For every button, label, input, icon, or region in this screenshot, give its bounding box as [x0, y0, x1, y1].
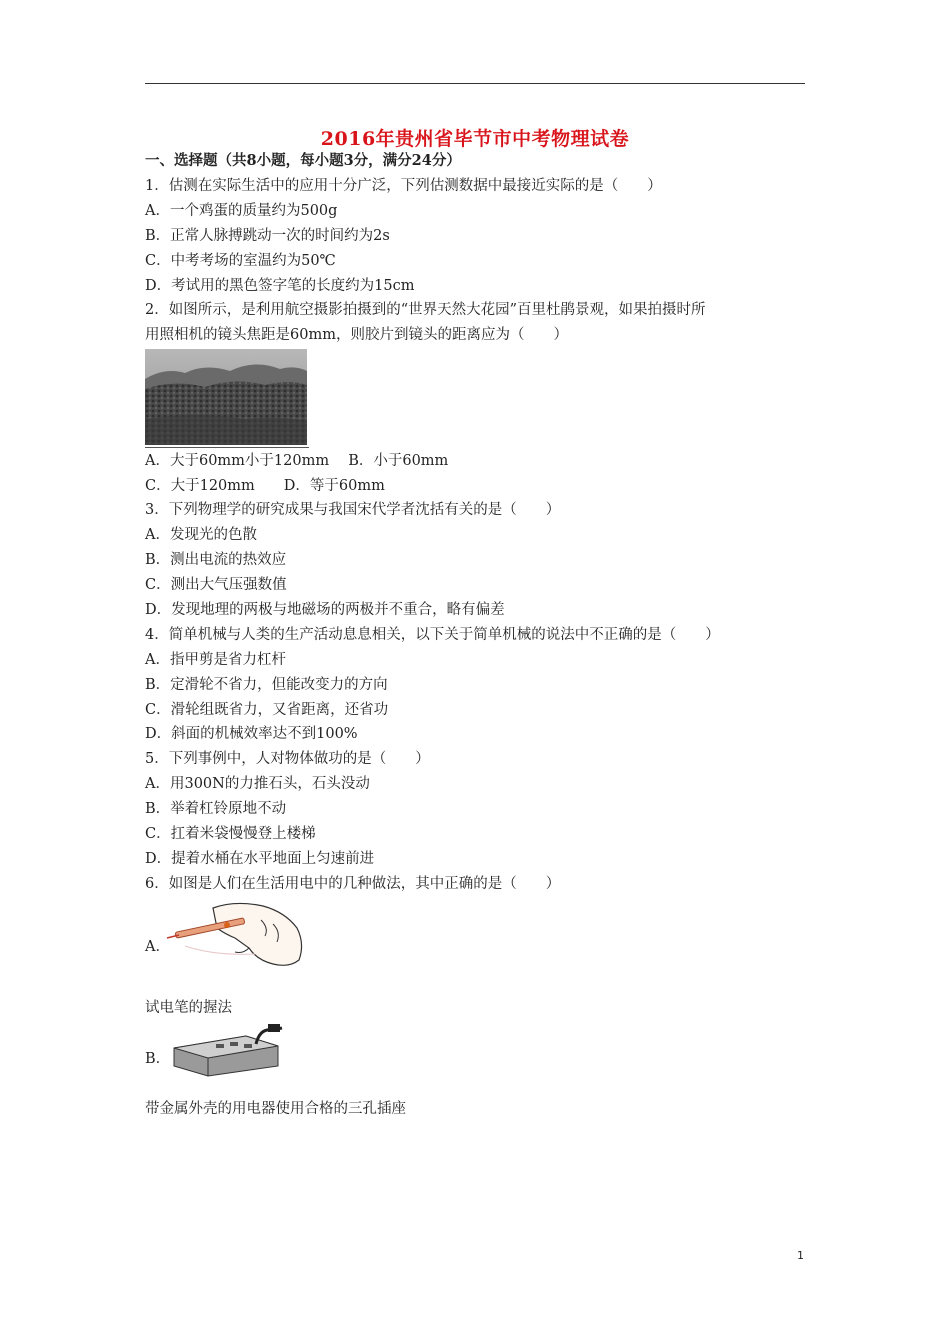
landscape-photo	[145, 349, 307, 445]
header-rule	[145, 83, 805, 84]
q2-stem-line1: 2．如图所示，是利用航空摄影拍摄到的“世界天然大花园”百里杜鹃景观，如果拍摄时所	[145, 302, 706, 318]
q2-stem-line2: 用照相机的镜头焦距是60mm，则胶片到镜头的距离应为（ ）	[145, 327, 568, 343]
photo-underline	[145, 447, 309, 448]
q5-option-d: D．提着水桶在水平地面上匀速前进	[145, 851, 375, 867]
q1-option-a: A．一个鸡蛋的质量约为500g	[145, 203, 338, 219]
q5-option-b: B．举着杠铃原地不动	[145, 801, 287, 817]
q3-option-a: A．发现光的色散	[145, 527, 257, 543]
page-number: 1	[797, 1249, 804, 1262]
q4-option-d: D．斜面的机械效率达不到100%	[145, 726, 358, 742]
q6-option-b-label: B．	[145, 1051, 171, 1067]
q1-stem: 1．估测在实际生活中的应用十分广泛，下列估测数据中最接近实际的是（ ）	[145, 178, 662, 194]
q1-option-b: B．正常人脉搏跳动一次的时间约为2s	[145, 228, 390, 244]
q3-stem: 3．下列物理学的研究成果与我国宋代学者沈括有关的是（ ）	[145, 502, 561, 518]
q1-option-c: C．中考考场的室温约为50℃	[145, 253, 336, 269]
q5-option-c: C．扛着米袋慢慢登上楼梯	[145, 826, 316, 842]
q1-option-d: D．考试用的黑色签字笔的长度约为15cm	[145, 278, 415, 294]
q4-stem: 4．简单机械与人类的生产活动息息相关，以下关于简单机械的说法中不正确的是（ ）	[145, 627, 720, 643]
q4-option-a: A．指甲剪是省力杠杆	[145, 652, 286, 668]
page-title: 2016年贵州省毕节市中考物理试卷	[320, 128, 630, 150]
q5-option-a: A．用300N的力推石头，石头没动	[145, 776, 370, 792]
q4-option-b: B．定滑轮不省力，但能改变力的方向	[145, 677, 388, 693]
q6-option-b-caption: 带金属外壳的用电器使用合格的三孔插座	[145, 1101, 406, 1117]
q6-option-a-caption: 试电笔的握法	[145, 1000, 232, 1016]
q4-option-c: C．滑轮组既省力，又省距离，还省功	[145, 702, 389, 718]
section-heading: 一、选择题（共8小题，每小题3分，满分24分）	[145, 152, 461, 169]
q6-option-a-label: A．	[145, 939, 170, 955]
q3-option-c: C．测出大气压强数值	[145, 577, 287, 593]
q3-option-d: D．发现地理的两极与地磁场的两极并不重合，略有偏差	[145, 602, 505, 618]
q6-stem: 6．如图是人们在生活用电中的几种做法，其中正确的是（ ）	[145, 876, 561, 892]
q5-stem: 5．下列事例中，人对物体做功的是（ ）	[145, 751, 430, 767]
q2-options-ab: A．大于60mm小于120mm B．小于60mm	[145, 453, 449, 469]
q2-options-cd: C．大于120mm D．等于60mm	[145, 478, 385, 494]
test-pen-hand-figure	[165, 898, 307, 970]
q3-option-b: B．测出电流的热效应	[145, 552, 287, 568]
power-strip-figure	[168, 1022, 284, 1078]
